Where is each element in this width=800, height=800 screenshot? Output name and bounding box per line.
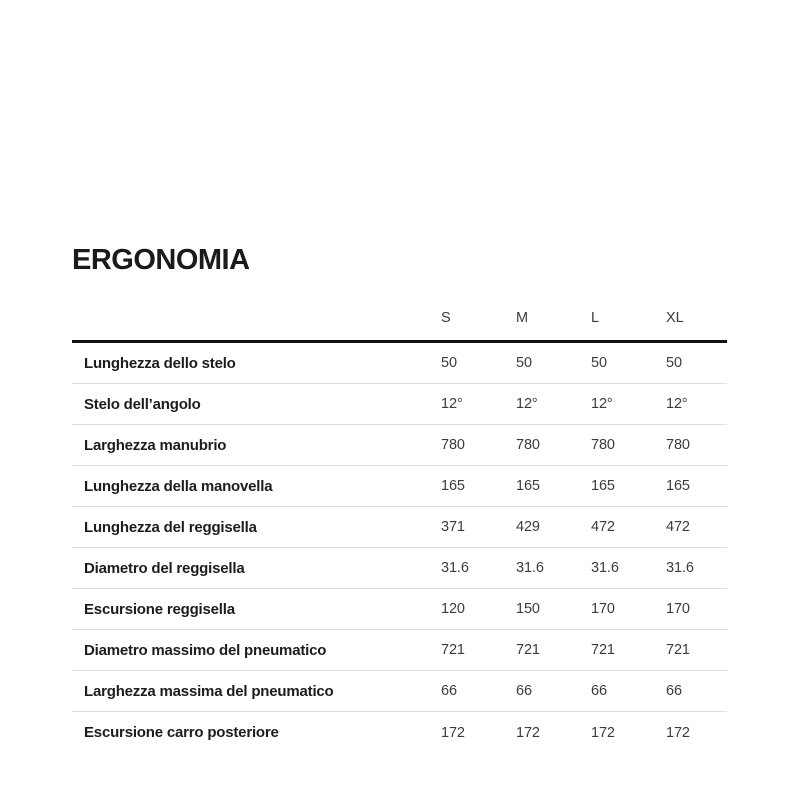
row-value-s: 12° xyxy=(441,396,463,412)
row-value-l: 12° xyxy=(591,396,613,412)
row-value-xl: 12° xyxy=(666,396,688,412)
section-title: ERGONOMIA xyxy=(72,244,250,276)
table-row xyxy=(72,425,727,466)
table-row xyxy=(72,671,727,712)
table-row xyxy=(72,384,727,425)
table-row xyxy=(72,343,727,384)
column-header-m: M xyxy=(516,310,528,326)
row-value-m: 172 xyxy=(516,724,540,741)
row-value-s: 120 xyxy=(441,601,465,617)
column-header-l: L xyxy=(591,310,599,326)
row-label: Lunghezza del reggisella xyxy=(84,518,257,536)
page xyxy=(0,243,800,800)
row-label: Escursione reggisella xyxy=(84,600,235,618)
row-value-s: 165 xyxy=(441,478,465,494)
row-label: Diametro del reggisella xyxy=(84,559,245,577)
row-label: Lunghezza dello stelo xyxy=(84,354,236,372)
row-label: Diametro massimo del pneumatico xyxy=(84,641,327,659)
row-label: Larghezza manubrio xyxy=(84,436,227,454)
row-value-m: 12° xyxy=(516,396,538,412)
row-value-l: 472 xyxy=(591,519,615,535)
row-value-xl: 66 xyxy=(666,683,682,699)
row-label: Larghezza massima del pneumatico xyxy=(84,682,334,700)
row-value-s: 31.6 xyxy=(441,560,469,576)
row-value-xl: 50 xyxy=(666,355,682,371)
row-value-m: 50 xyxy=(516,355,532,371)
row-value-s: 721 xyxy=(441,642,465,658)
row-label: Lunghezza della manovella xyxy=(84,477,273,495)
table-row xyxy=(72,589,727,630)
row-value-s: 66 xyxy=(441,683,457,699)
row-value-l: 165 xyxy=(591,478,615,494)
row-value-m: 429 xyxy=(516,519,540,535)
row-value-xl: 721 xyxy=(666,642,690,658)
row-value-m: 165 xyxy=(516,478,540,494)
table-row xyxy=(72,507,727,548)
row-value-m: 31.6 xyxy=(516,560,544,576)
row-value-s: 780 xyxy=(441,437,465,453)
table-row xyxy=(72,630,727,671)
row-value-l: 172 xyxy=(591,724,615,741)
row-label: Stelo dell’angolo xyxy=(84,395,201,413)
table-header-row xyxy=(72,278,727,343)
ergonomics-table xyxy=(72,278,727,753)
row-value-l: 170 xyxy=(591,601,615,617)
row-value-m: 780 xyxy=(516,437,540,453)
row-value-s: 371 xyxy=(441,519,465,535)
row-value-m: 66 xyxy=(516,683,532,699)
row-value-l: 721 xyxy=(591,642,615,658)
row-value-l: 780 xyxy=(591,437,615,453)
row-label: Escursione carro posteriore xyxy=(84,724,279,741)
table-row xyxy=(72,466,727,507)
row-value-xl: 165 xyxy=(666,478,690,494)
table-row xyxy=(72,548,727,589)
row-value-l: 31.6 xyxy=(591,560,619,576)
column-header-s: S xyxy=(441,310,451,326)
row-value-l: 50 xyxy=(591,355,607,371)
table-row xyxy=(72,712,727,753)
table-body xyxy=(72,343,727,753)
row-value-xl: 172 xyxy=(666,724,690,741)
row-value-m: 150 xyxy=(516,601,540,617)
row-value-l: 66 xyxy=(591,683,607,699)
row-value-m: 721 xyxy=(516,642,540,658)
column-header-xl: XL xyxy=(666,310,684,326)
row-value-s: 172 xyxy=(441,724,465,741)
row-value-xl: 472 xyxy=(666,519,690,535)
row-value-xl: 31.6 xyxy=(666,560,694,576)
row-value-xl: 170 xyxy=(666,601,690,617)
row-value-s: 50 xyxy=(441,355,457,371)
row-value-xl: 780 xyxy=(666,437,690,453)
